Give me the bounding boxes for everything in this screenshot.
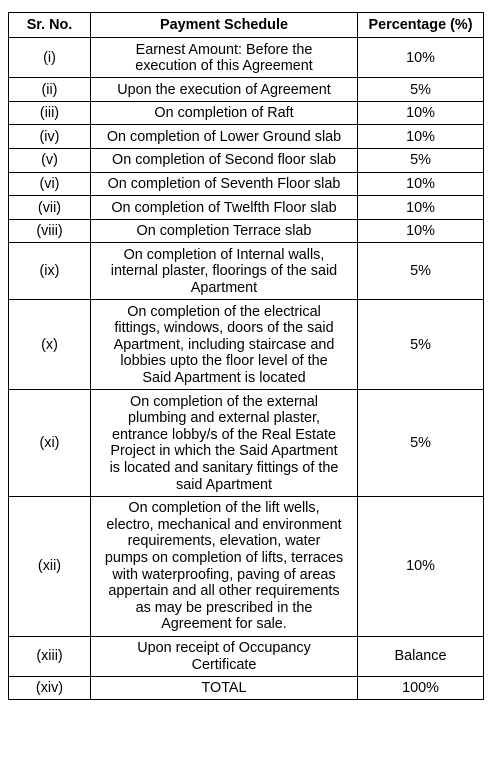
schedule-text-line: Agreement for sale.	[161, 616, 287, 633]
schedule-text-line: On completion of the lift wells,	[128, 500, 320, 517]
table-row	[9, 219, 484, 243]
schedule-text-line: execution of this Agreement	[135, 58, 313, 75]
payment-schedule-table	[8, 12, 484, 700]
schedule-text-line: Upon receipt of Occupancy	[137, 640, 311, 657]
table-row	[9, 38, 484, 78]
schedule-text-line: TOTAL	[201, 680, 247, 697]
table-row	[9, 676, 484, 700]
schedule-text-line: is located and sanitary fittings of the	[109, 460, 339, 477]
header-payment-schedule: Payment Schedule	[91, 13, 358, 38]
schedule-text-line: internal plaster, floorings of the said	[110, 263, 338, 280]
schedule-text-line: with waterproofing, paving of areas	[112, 566, 336, 583]
percentage-cell: 10%	[358, 219, 484, 243]
payment-schedule-cell	[91, 148, 358, 172]
sr-no-cell: (vii)	[9, 196, 91, 220]
sr-no-cell: (xiii)	[9, 636, 91, 676]
payment-schedule-cell	[91, 636, 358, 676]
sr-no-cell: (xiv)	[9, 676, 91, 700]
payment-schedule-cell	[91, 243, 358, 300]
sr-no-cell: (viii)	[9, 219, 91, 243]
sr-no-cell: (ii)	[9, 78, 91, 102]
payment-schedule-cell	[91, 219, 358, 243]
schedule-text-line: On completion of Seventh Floor slab	[107, 176, 341, 193]
schedule-text-line: lobbies upto the floor level of the	[120, 353, 328, 370]
percentage-cell: 5%	[358, 148, 484, 172]
table-row	[9, 496, 484, 636]
schedule-text-line: On completion of Second floor slab	[112, 152, 336, 169]
schedule-text-line: Apartment	[190, 280, 258, 297]
schedule-text-line: plumbing and external plaster,	[128, 410, 320, 427]
schedule-text-line: On completion Terrace slab	[136, 223, 312, 240]
payment-schedule-cell	[91, 496, 358, 636]
payment-schedule-cell	[91, 390, 358, 497]
schedule-text-line: Project in which the Said Apartment	[110, 443, 338, 460]
schedule-text-line: Upon the execution of Agreement	[117, 81, 331, 98]
schedule-text-line: pumps on completion of lifts, terraces	[104, 550, 344, 567]
payment-schedule-cell	[91, 101, 358, 125]
schedule-text-line: as may be prescribed in the	[135, 599, 313, 616]
sr-no-cell: (xii)	[9, 496, 91, 636]
payment-schedule-cell	[91, 125, 358, 149]
schedule-text-line: On completion of Twelfth Floor slab	[111, 199, 337, 216]
percentage-cell: 100%	[358, 676, 484, 700]
percentage-cell: 5%	[358, 300, 484, 390]
percentage-cell: 10%	[358, 125, 484, 149]
schedule-text-line: On completion of the electrical	[127, 303, 321, 320]
schedule-text-line: Certificate	[191, 656, 257, 673]
percentage-cell: 10%	[358, 172, 484, 196]
schedule-text-line: Apartment, including staircase and	[113, 336, 335, 353]
sr-no-cell: (iv)	[9, 125, 91, 149]
table-row	[9, 125, 484, 149]
schedule-text-line: said Apartment	[176, 476, 272, 493]
header-percentage: Percentage (%)	[358, 13, 484, 38]
schedule-text-line: On completion of the external	[130, 393, 318, 410]
sr-no-cell: (xi)	[9, 390, 91, 497]
percentage-cell: 5%	[358, 390, 484, 497]
schedule-text-line: On completion of Lower Ground slab	[106, 128, 342, 145]
header-sr-no: Sr. No.	[9, 13, 91, 38]
percentage-cell: Balance	[358, 636, 484, 676]
schedule-text-line: requirements, elevation, water	[127, 533, 321, 550]
payment-schedule-cell	[91, 78, 358, 102]
schedule-text-line: On completion of Internal walls,	[123, 246, 325, 263]
table-row	[9, 101, 484, 125]
table-row	[9, 390, 484, 497]
percentage-cell: 10%	[358, 496, 484, 636]
table-row	[9, 300, 484, 390]
table-row	[9, 148, 484, 172]
sr-no-cell: (iii)	[9, 101, 91, 125]
percentage-cell: 5%	[358, 243, 484, 300]
schedule-text-line: On completion of Raft	[154, 105, 294, 122]
schedule-text-line: appertain and all other requirements	[108, 583, 340, 600]
percentage-cell: 10%	[358, 38, 484, 78]
table-row	[9, 172, 484, 196]
sr-no-cell: (i)	[9, 38, 91, 78]
payment-schedule-cell	[91, 38, 358, 78]
schedule-text-line: entrance lobby/s of the Real Estate	[112, 426, 336, 443]
schedule-text-line: Said Apartment is located	[142, 370, 306, 387]
payment-schedule-cell	[91, 300, 358, 390]
table-row	[9, 196, 484, 220]
schedule-text-line: fittings, windows, doors of the said	[114, 320, 334, 337]
percentage-cell: 10%	[358, 196, 484, 220]
sr-no-cell: (ix)	[9, 243, 91, 300]
schedule-text-line: Earnest Amount: Before the	[135, 41, 313, 58]
table-row	[9, 636, 484, 676]
payment-schedule-cell	[91, 676, 358, 700]
sr-no-cell: (x)	[9, 300, 91, 390]
schedule-text-line: electro, mechanical and environment	[106, 516, 342, 533]
percentage-cell: 5%	[358, 78, 484, 102]
sr-no-cell: (vi)	[9, 172, 91, 196]
percentage-cell: 10%	[358, 101, 484, 125]
table-row	[9, 243, 484, 300]
payment-schedule-cell	[91, 172, 358, 196]
payment-schedule-cell	[91, 196, 358, 220]
sr-no-cell: (v)	[9, 148, 91, 172]
header-row	[9, 13, 484, 38]
table-row	[9, 78, 484, 102]
